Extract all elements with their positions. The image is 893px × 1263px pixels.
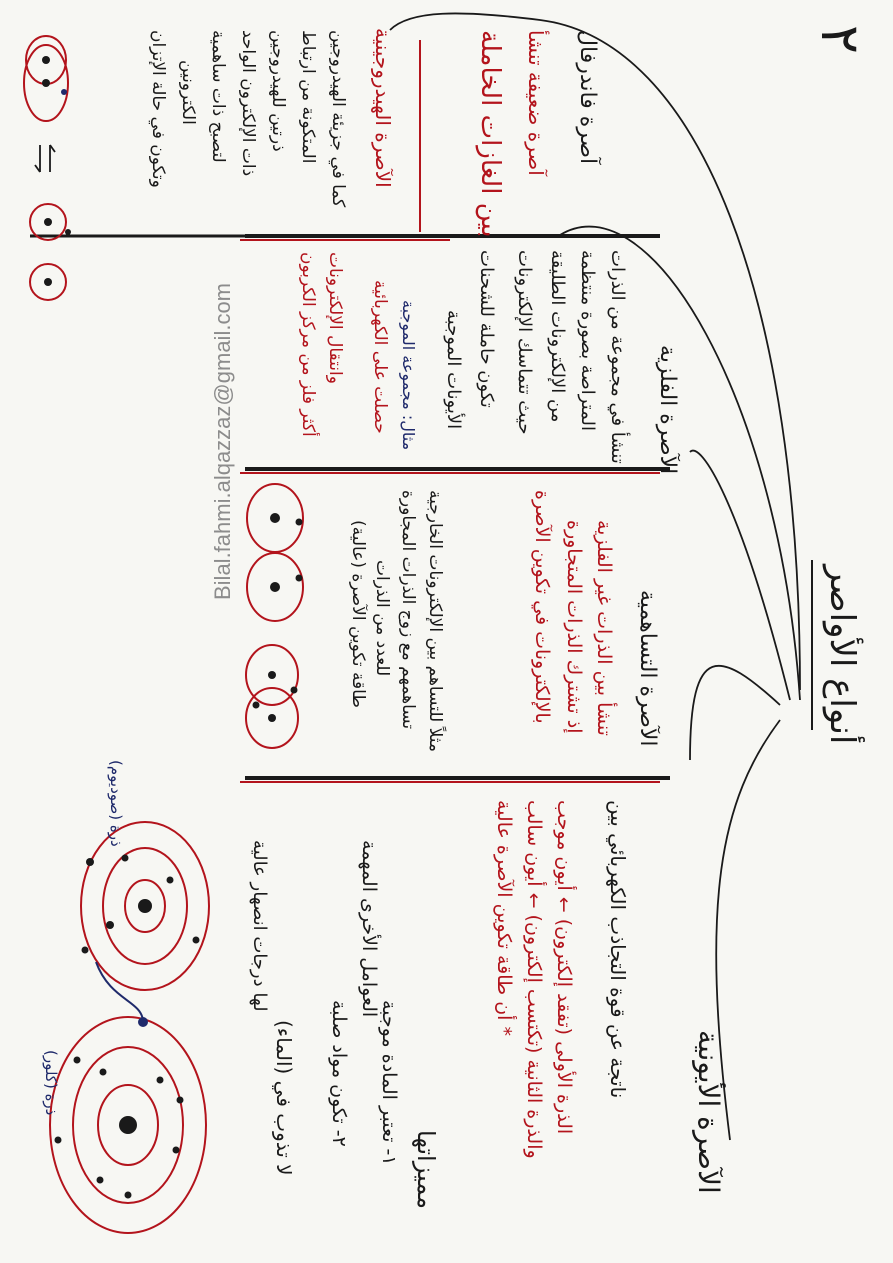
metallic-line-6: الأيونات الموجبة [443, 310, 464, 430]
vanderwaals-note-1: آصرة ضعيفة تنشأ [524, 30, 548, 176]
hydrogen-line-5: لتصبح ذات ساهمية [208, 30, 228, 163]
ionic-property-5: لها درجات انصهار عالية [249, 840, 270, 1012]
hydrogen-line-1: كما في جزيئة الهيدروجين [328, 30, 348, 208]
diagram-label-sodium: ذرة (صوديوم) [107, 760, 125, 847]
metallic-note-1: مثال: مجموعة الموجبة [399, 300, 418, 451]
ionic-line-3: والذرة الثانية (تكتسب إلكترون) ← أيون سالب [523, 800, 545, 1159]
metallic-line-3: من الإلكترونات الطليقة [547, 250, 568, 423]
hydrogen-line-3: ذرتين للهيدروجين [268, 30, 288, 152]
ionic-atom-dots [55, 855, 200, 1199]
hydrogen-heading: الآصرة الهيدروجينية [371, 28, 395, 188]
hydrogen-line-6: الكترونين [178, 60, 198, 125]
ionic-heading: الآصرة الأيونية [692, 1030, 725, 1194]
metallic-note-3: وانتقال الإلكترونات [325, 252, 345, 384]
metallic-note-4: أكثر فلز من مركز الكربون [298, 252, 318, 437]
hydrogen-line-7: وتكون في حالة الإتزان [148, 30, 168, 188]
hydrogen-diagram [24, 36, 68, 300]
hydrogen-line-4: ذات الإلكترون الواحد [238, 30, 258, 177]
covalent-line-4: مثلاً للتساهم بين الإلكترونات الخارجية [425, 490, 445, 752]
covalent-line-2: إذ تشترك الذرات المتجاورة [563, 520, 585, 734]
covalent-heading: الآصرة التساهمية [635, 590, 660, 747]
ionic-line-1: ناتجة عن قوة التجاذب الكهربائي بين [606, 800, 630, 1099]
ionic-property-4: لا تذوب في (الماء) [272, 1020, 296, 1176]
vanderwaals-heading: آصرة فاندرفال [575, 30, 600, 165]
metallic-line-1: تنشأ في مجموعة من الذرات [607, 250, 628, 464]
equilibrium-arrows-icon [35, 145, 55, 172]
hydrogen-line-2: المتكونة من ارتباط [298, 30, 318, 164]
ionic-line-2: الذرة الأولى (تفقد إلكترون) ← أيون موجب [553, 800, 575, 1135]
covalent-line-5: تساهمهم مع زوج الذرات المجاورة [398, 490, 418, 730]
ionic-line-4: * أن طاقة تكوين الآصرة عالية [493, 800, 515, 1036]
diagram-label-chlorine: ذرة (كلور) [42, 1050, 60, 1116]
metallic-line-2: المتراصة بصورة منتظمة [577, 250, 598, 432]
metallic-note-2: حصلت على الكهربائية [370, 280, 390, 434]
page-title: أنواع الأواصر [822, 565, 862, 745]
metallic-line-4: حيث تتماسك الإلكترونات [514, 250, 535, 435]
ionic-property-2: العوامل الأخرى المهمة [358, 840, 380, 1018]
metallic-heading: الآصرة الفلزية [655, 345, 680, 475]
covalent-line-1: تنشأ بين الذرات غير الفلزية [593, 520, 615, 736]
watermark: Bilal.fahmi.alqazzaz@gmail.com [210, 282, 235, 600]
vanderwaals-note-2: بين الغازات الخاملة [475, 30, 505, 238]
covalent-diagram [246, 484, 303, 748]
covalent-line-3: بالإلكترونات في تكوين الآصرة [531, 490, 553, 724]
page-number: ٢ [809, 24, 873, 55]
metallic-line-5: تكون حاملة للشحنات [476, 250, 497, 408]
covalent-line-6: للعدد من الذرات [372, 560, 392, 677]
covalent-note: طاقة تكوين الآصرة (عالية) [348, 520, 368, 708]
ionic-property-1: ١- تعتبر المادة موجبة [378, 1000, 400, 1166]
ionic-property-3: ٢- تكون مواد صلبة [328, 1000, 350, 1147]
ionic-properties-heading: مميزاتها [412, 1130, 440, 1209]
